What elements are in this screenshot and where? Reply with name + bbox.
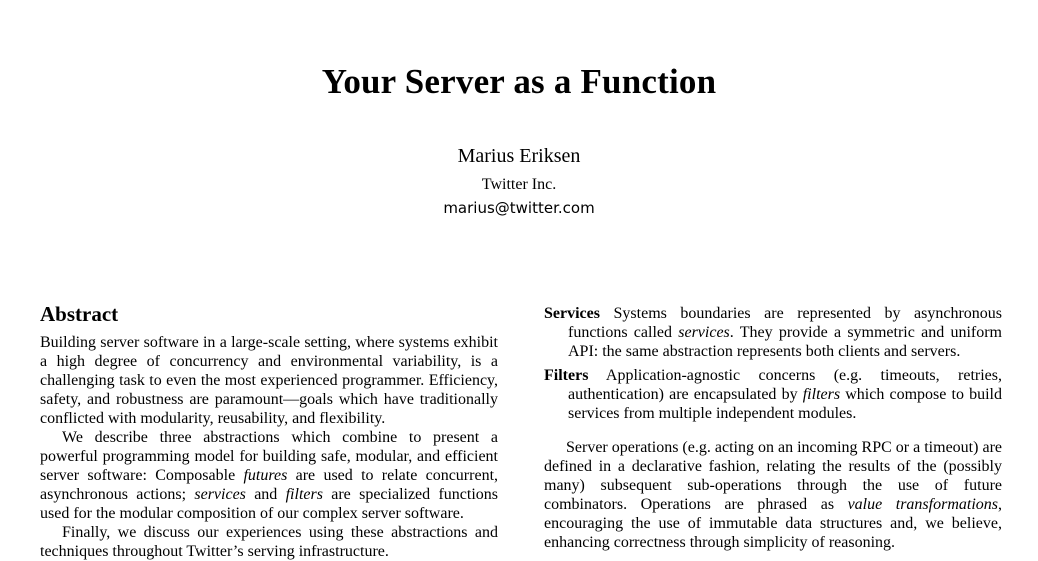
definition-services: Services Systems boundaries are represented by asynchronous functions called services. They provide a symmetric and uniform API: the same abstraction represents both clients and servers. <box>544 305 1002 360</box>
definition-filters: Filters Application-agnostic concerns (e.g. timeouts, retries, authentication) are encapsulated by filters which compose to build services from multiple independent modules. <box>544 367 1002 422</box>
left-column <box>40 301 498 561</box>
abstract-paragraph-2: We describe three abstractions which combine to present a powerful programming model for building safe, modular, and efficient server software: Composable futures are used to relate concurrent, asynchronous actions; services and filters are specialized functions used for the modular composition of our complex server software. <box>40 429 499 522</box>
server-operations-paragraph: Server operations (e.g. acting on an incoming RPC or a timeout) are defined in a declarative fashion, relating the results of the (possibly many) subsequent sub-operations through the use of future combinators. Operations are phrased as value transformations, encouraging the use of immutable data structures and, we believe, enhancing correctness through simplicity of reasoning. <box>544 439 1002 551</box>
author-block <box>0 143 1038 218</box>
paper-title: Your Server as a Function <box>321 62 717 101</box>
author-name: Marius Eriksen <box>457 145 581 167</box>
term-filters: filters <box>285 486 323 503</box>
term-futures: futures <box>243 467 288 484</box>
author-email: marius@twitter.com <box>443 199 595 217</box>
term-services: services <box>194 486 246 503</box>
abstract-paragraph-1: Building server software in a large-scale setting, where systems exhibit a high degree of concurrency and environmental variability, is a challenging task to even the most experienced programmer. Efficiency, safety, and robustness are paramount—goals which have traditionally conflicted with modularity, reusability, and flexibility. <box>40 334 498 427</box>
definition-term-filters: Filters <box>544 367 589 384</box>
abstract-paragraph-3: Finally, we discuss our experiences using these abstractions and techniques throughout Twitter’s serving infrastructure. <box>40 524 498 560</box>
right-column <box>544 304 1002 552</box>
abstract-heading: Abstract <box>40 302 119 326</box>
author-affiliation: Twitter Inc. <box>481 176 557 193</box>
definition-term-services: Services <box>544 305 600 322</box>
